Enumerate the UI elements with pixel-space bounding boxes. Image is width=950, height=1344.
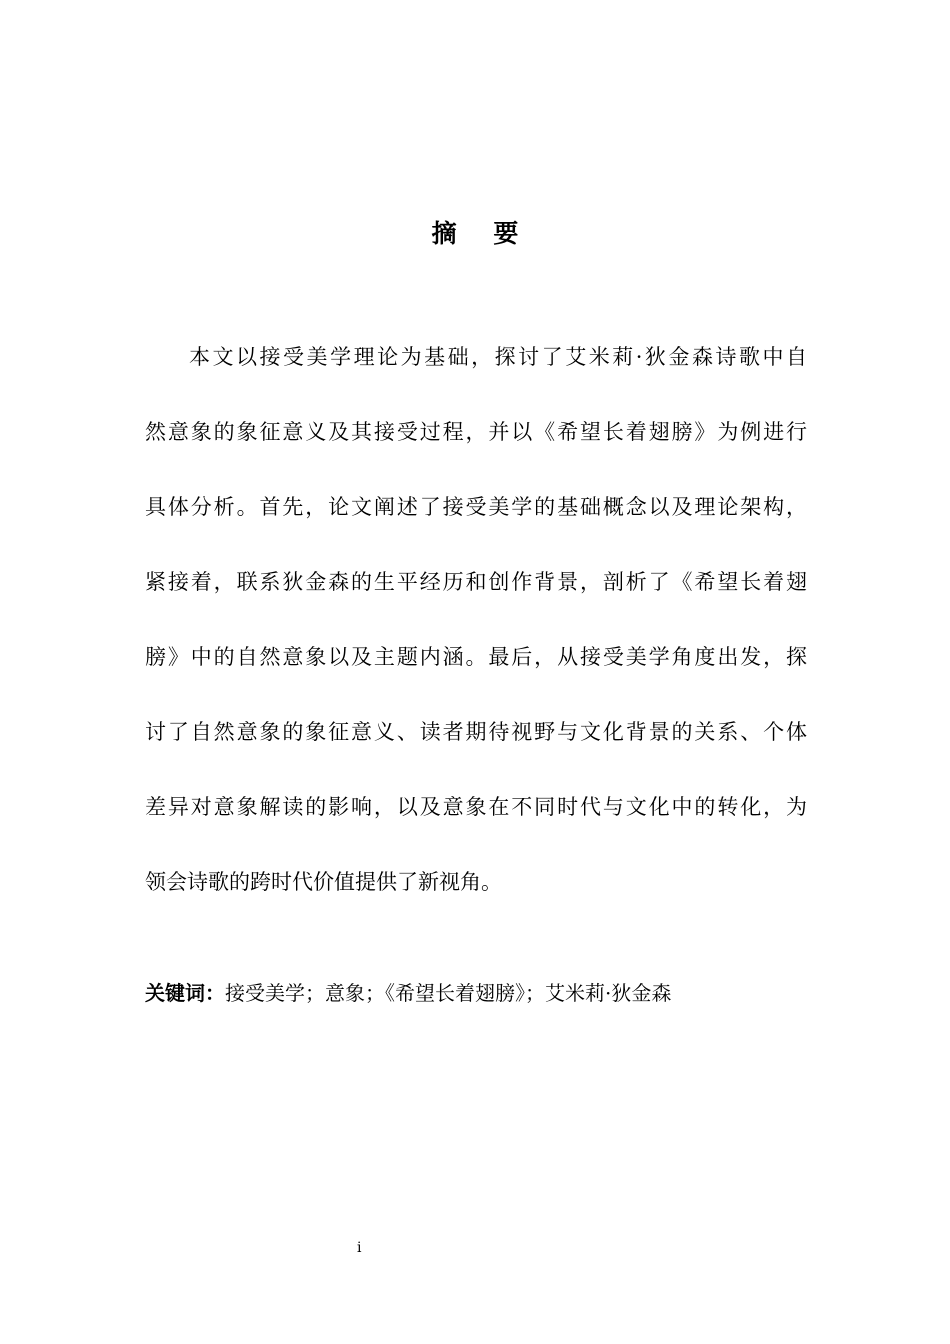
- abstract-line: 紧接着，联系狄金森的生平经历和创作背景，剖析了《希望长着翅: [145, 570, 807, 594]
- abstract-line: 膀》中的自然意象以及主题内涵。最后，从接受美学角度出发，探: [145, 645, 807, 669]
- page-title: 摘 要: [431, 219, 533, 248]
- keywords: [145, 976, 845, 1010]
- abstract-line: 然意象的象征意义及其接受过程，并以《希望长着翅膀》为例进行: [145, 420, 807, 444]
- abstract-line: 差异对意象解读的影响，以及意象在不同时代与文化中的转化，为: [145, 795, 807, 819]
- abstract-line: 本文以接受美学理论为基础，探讨了艾米莉·狄金森诗歌中自: [189, 345, 807, 369]
- abstract-body: [145, 320, 807, 920]
- keywords-text: 接受美学；意象；《希望长着翅膀》；艾米莉·狄金森: [225, 981, 672, 1005]
- page-number: i: [357, 1240, 362, 1256]
- abstract-line: 讨了自然意象的象征意义、读者期待视野与文化背景的关系、个体: [145, 720, 807, 744]
- abstract-line: 具体分析。首先，论文阐述了接受美学的基础概念以及理论架构，: [145, 495, 807, 519]
- abstract-line: 领会诗歌的跨时代价值提供了新视角。: [145, 870, 502, 894]
- keywords-label: 关键词：: [145, 981, 225, 1005]
